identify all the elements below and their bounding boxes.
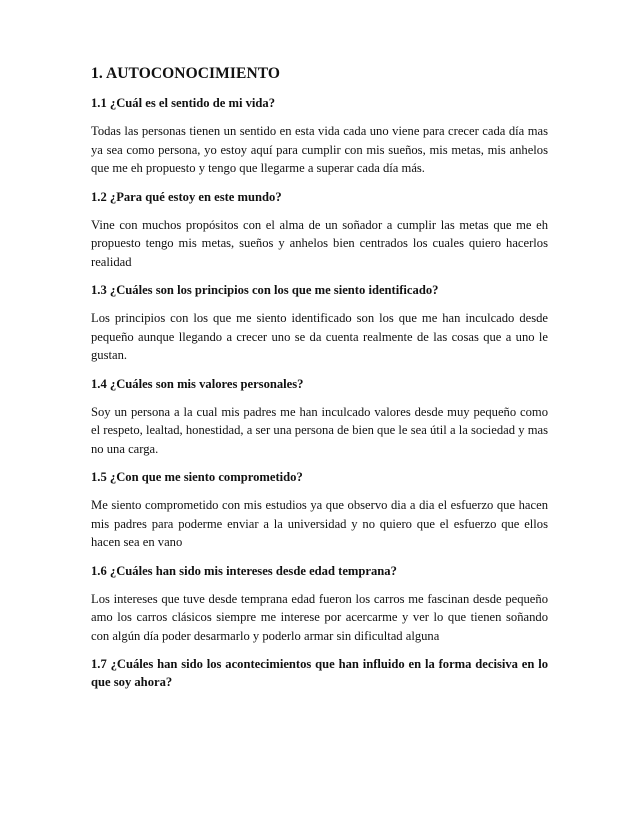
section-heading: 1.3 ¿Cuáles son los principios con los que me siento identificado?	[91, 283, 439, 297]
section-1-6	[91, 562, 548, 646]
section-body: Los intereses que tuve desde temprana edad fueron los carros me fascinan desde pequeño amo los carros clásicos siempre me interese por acercarme y ver lo que tienen soñando con algún día poder desarmarlo y poderlo armar sin dificultad alguna	[91, 591, 548, 643]
section-heading: 1.6 ¿Cuáles han sido mis intereses desde edad temprana?	[91, 563, 397, 578]
document-page	[91, 64, 548, 701]
section-heading: 1.7 ¿Cuáles han sido los acontecimientos que han influido en la forma decisiva en lo que soy ahora?	[91, 657, 548, 689]
section-body: Vine con muchos propósitos con el alma de un soñador a cumplir las metas que me eh propuesto tengo mis metas, sueños y anhelos bien centrados los cuales quiero hacerlos realidad	[91, 217, 548, 269]
section-heading: 1.4 ¿Cuáles son mis valores personales?	[91, 376, 304, 391]
section-heading: 1.1 ¿Cuál es el sentido de mi vida?	[91, 96, 276, 110]
section-heading: 1.2 ¿Para qué estoy en este mundo?	[91, 189, 282, 204]
section-1-5	[91, 468, 548, 552]
section-1-3	[91, 281, 548, 365]
section-heading: 1.5 ¿Con que me siento comprometido?	[91, 470, 303, 484]
section-1-2	[91, 188, 548, 272]
section-body: Me siento comprometido con mis estudios ya que observo dia a dia el esfuerzo que hacen mis padres para poderme enviar a la universidad y no quiero que el esfuerzo que ellos hacen sea en vano	[91, 498, 548, 549]
section-body: Los principios con los que me siento identificado son los que me han inculcado desde pequeño aunque llegando a crecer uno se da cuenta realmente de las cosas que a uno le gustan.	[91, 311, 548, 362]
section-body: Soy un persona a la cual mis padres me han inculcado valores desde muy pequeño como el respeto, lealtad, honestidad, a ser una persona de bien que le sea útil a la sociedad y mas no una carga.	[91, 404, 548, 456]
section-1-7	[91, 655, 548, 691]
section-body: Todas las personas tienen un sentido en esta vida cada uno viene para crecer cada día mas ya sea como persona, yo estoy aquí para cumplir con mis sueños, mis metas, mis anhelos que me eh propuesto y tengo que llegarme a superar cada día más.	[91, 124, 548, 175]
section-1-1	[91, 94, 548, 178]
document-title: 1. AUTOCONOCIMIENTO	[91, 65, 281, 82]
section-1-4	[91, 375, 548, 459]
